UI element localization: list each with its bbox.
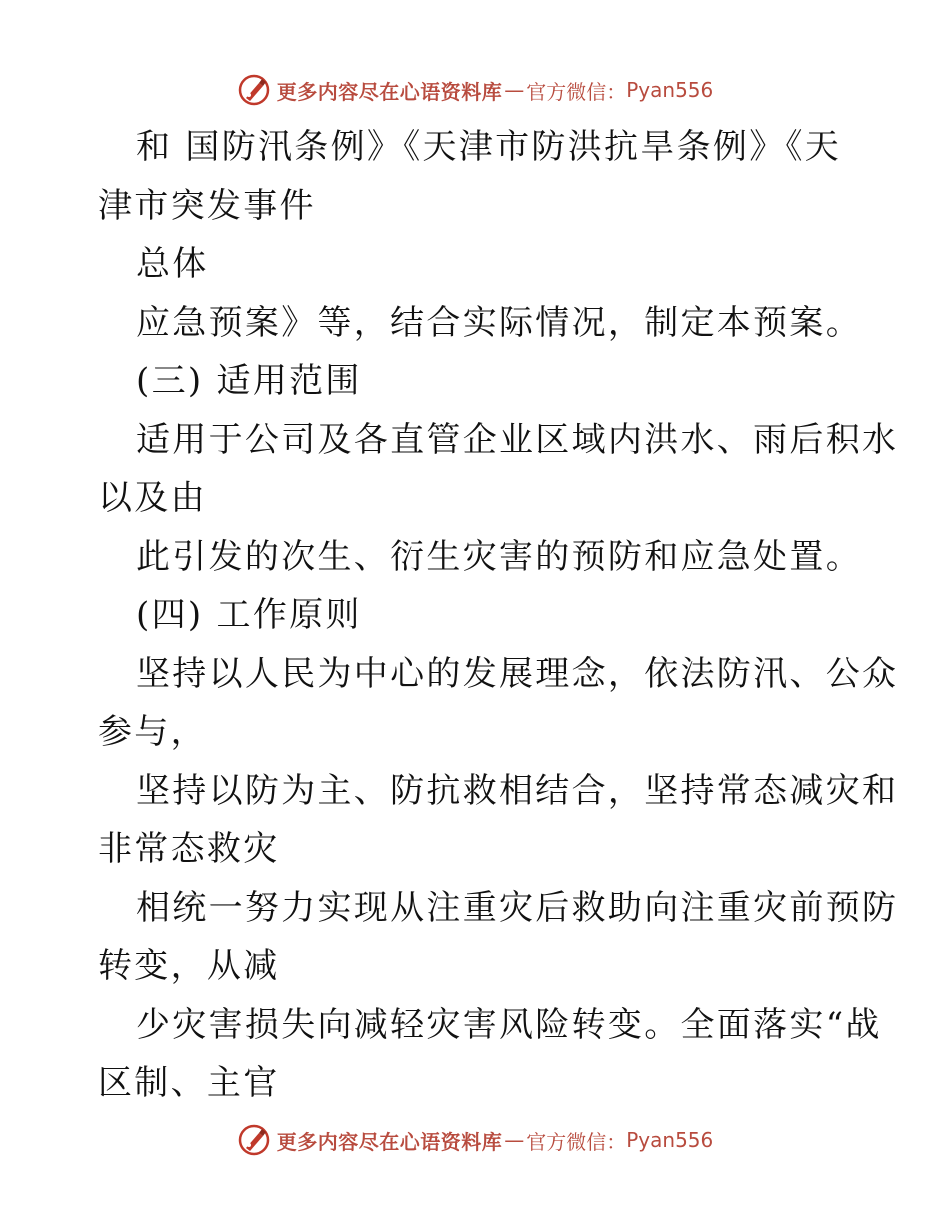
text-line: 以及由 bbox=[98, 478, 207, 518]
text-line: (三) 适用范围 bbox=[136, 361, 362, 401]
text-line: 坚持以人民为中心的发展理念，依法防汛、公众 bbox=[136, 653, 899, 694]
watermark-text: 更多内容尽在心语资料库 bbox=[276, 79, 503, 104]
text-line: 和 国防汛条例》《天津市防洪抗旱条例》《天 bbox=[136, 127, 842, 167]
text-line: 转变，从减 bbox=[98, 946, 280, 986]
watermark-separator: — bbox=[504, 78, 525, 102]
watermark-separator: — bbox=[504, 1128, 525, 1152]
text-line: 区制、主官 bbox=[98, 1063, 280, 1103]
text-line: 津市突发事件 bbox=[98, 185, 316, 226]
header-watermark bbox=[0, 70, 950, 110]
text-line: 总体 bbox=[136, 244, 209, 284]
pen-logo-icon bbox=[237, 73, 271, 107]
text-line: 少灾害损失向减轻灾害风险转变。全面落实“战 bbox=[136, 1004, 882, 1045]
text-line: 相统一努力实现从注重灾后救助向注重灾前预防 bbox=[136, 887, 899, 928]
watermark-text: 更多内容尽在心语资料库 bbox=[276, 1129, 503, 1154]
footer-watermark bbox=[0, 1120, 950, 1160]
watermark-wechat-id: Pyan556 bbox=[626, 78, 714, 102]
text-line: 应急预案》等，结合实际情况，制定本预案。 bbox=[136, 302, 862, 343]
document-body bbox=[98, 118, 899, 1113]
text-line: 非常态救灾 bbox=[98, 829, 280, 869]
text-line: 此引发的次生、衍生灾害的预防和应急处置。 bbox=[136, 536, 862, 577]
text-line: 适用于公司及各直管企业区域内洪水、雨后积水 bbox=[136, 419, 899, 460]
pen-logo-icon bbox=[237, 1123, 271, 1157]
watermark-wechat-label: 官方微信： bbox=[526, 1129, 627, 1154]
text-line: 参与， bbox=[98, 712, 207, 752]
watermark-wechat-label: 官方微信： bbox=[526, 79, 627, 104]
text-line: 坚持以防为主、防抗救相结合，坚持常态减灾和 bbox=[136, 770, 899, 811]
text-line: (四) 工作原则 bbox=[136, 595, 362, 635]
watermark-wechat-id: Pyan556 bbox=[626, 1128, 714, 1152]
